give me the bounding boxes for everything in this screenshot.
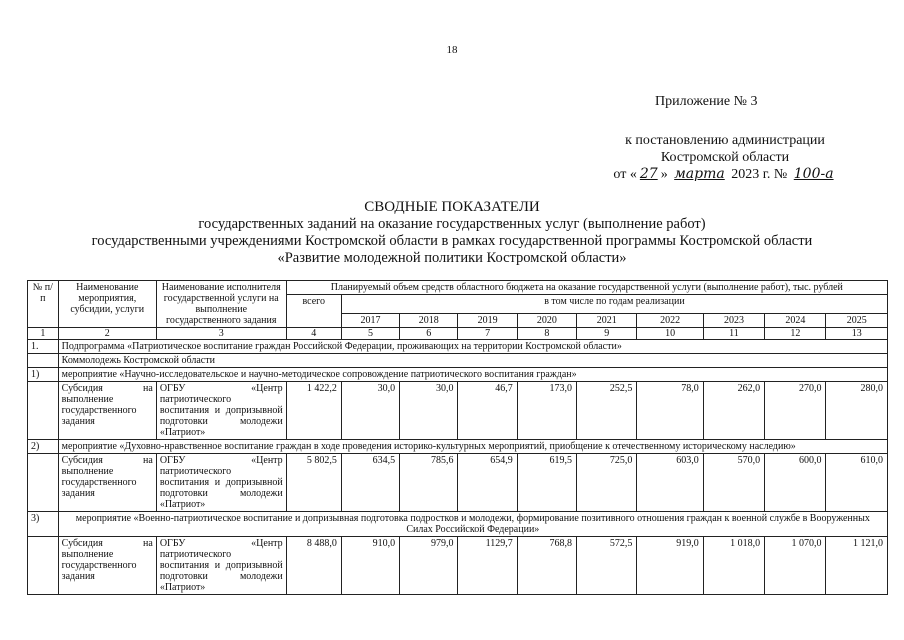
value-cell: 46,7 [458, 382, 517, 440]
title-line-1: СВОДНЫЕ ПОКАЗАТЕЛИ [364, 199, 540, 215]
value-cell: 572,5 [577, 537, 637, 595]
header-executor: Наименование исполнителя государственной услуги на выполнение государственного задания [156, 281, 286, 328]
responsible-row [28, 354, 888, 368]
document-title [40, 199, 864, 267]
event-3-title: мероприятие «Военно-патриотическое воспитание и допризывная подготовка подростков и молодежи, формирование позитивного отношения граждан к военной службе в Вооруженных Силах Российской Федерации» [58, 512, 887, 537]
header-total: всего [286, 295, 341, 328]
header-event: Наименование мероприятия, субсидии, услуги [58, 281, 156, 328]
year-cell: 2017 [341, 314, 399, 328]
appendix-label: Приложение № 3 [655, 94, 758, 109]
executor-label: ОГБУ «Центр патриотического воспитания и допризывной подготовки молодежи «Патриот» [156, 537, 286, 595]
event-1-values-row [28, 382, 888, 440]
event-1-num: 1) [28, 368, 59, 382]
value-cell: 1 422,2 [286, 382, 341, 440]
decree-day: 27 [639, 166, 658, 182]
value-cell: 725,0 [577, 454, 637, 512]
header-planned: Планируемый объем средств областного бюджета на оказание государственной услуги (выполнение работ), тыс. рублей [286, 281, 887, 295]
value-cell: 1 070,0 [765, 537, 826, 595]
title-line-2: государственных заданий на оказание государственных услуг (выполнение работ) [198, 216, 706, 232]
value-cell: 5 802,5 [286, 454, 341, 512]
value-cell: 619,5 [517, 454, 576, 512]
year-cell: 2023 [703, 314, 764, 328]
year-cell: 2024 [765, 314, 826, 328]
decree-reference [590, 132, 860, 183]
empty-cell [28, 537, 59, 595]
year-cell: 2021 [577, 314, 637, 328]
value-cell: 570,0 [703, 454, 764, 512]
value-cell: 1 018,0 [703, 537, 764, 595]
event-3-row [28, 512, 888, 537]
subprogram-num: 1. [28, 340, 59, 354]
event-1-row [28, 368, 888, 382]
value-cell: 78,0 [637, 382, 703, 440]
year-cell: 2022 [637, 314, 703, 328]
subsidy-label: Субсидия на выполнение государственного задания [58, 454, 156, 512]
event-3-num: 3) [28, 512, 59, 537]
decree-number: 100-а [793, 166, 834, 182]
year-cell: 2019 [458, 314, 517, 328]
header-row-1 [28, 281, 888, 295]
decree-month: марта [674, 166, 725, 182]
colnum-cell: 7 [458, 328, 517, 340]
event-2-values-row [28, 454, 888, 512]
value-cell: 8 488,0 [286, 537, 341, 595]
colnum-cell: 11 [703, 328, 764, 340]
event-2-num: 2) [28, 440, 59, 454]
responsible-name: Коммолодежь Костромской области [58, 354, 887, 368]
year-cell: 2020 [517, 314, 576, 328]
colnum-cell: 4 [286, 328, 341, 340]
header-num: № п/п [28, 281, 59, 328]
title-line-3: государственными учреждениями Костромской области в рамках государственной программы Костромской области [91, 233, 813, 249]
value-cell: 30,0 [400, 382, 458, 440]
event-2-row [28, 440, 888, 454]
value-cell: 600,0 [765, 454, 826, 512]
year-cell: 2025 [826, 314, 888, 328]
value-cell: 610,0 [826, 454, 888, 512]
value-cell: 252,5 [577, 382, 637, 440]
event-2-title: мероприятие «Духовно-нравственное воспитание граждан в ходе проведения историко-культурных мероприятий, приобщение к отечественному историческому наследию» [58, 440, 887, 454]
empty-cell [28, 454, 59, 512]
title-line-4: «Развитие молодежной политики Костромской области» [277, 250, 627, 266]
value-cell: 785,6 [400, 454, 458, 512]
value-cell: 768,8 [517, 537, 576, 595]
value-cell: 280,0 [826, 382, 888, 440]
colnum-cell: 2 [58, 328, 156, 340]
value-cell: 1129,7 [458, 537, 517, 595]
colnum-cell: 12 [765, 328, 826, 340]
header-by-year: в том числе по годам реализации [341, 295, 887, 314]
value-cell: 30,0 [341, 382, 399, 440]
value-cell: 262,0 [703, 382, 764, 440]
year-cell: 2018 [400, 314, 458, 328]
colnum-cell: 3 [156, 328, 286, 340]
value-cell: 603,0 [637, 454, 703, 512]
colnum-cell: 9 [577, 328, 637, 340]
subsidy-label: Субсидия на выполнение государственного задания [58, 537, 156, 595]
responsible-empty [28, 354, 59, 368]
decree-line-2: Костромской области [660, 150, 790, 165]
value-cell: 634,5 [341, 454, 399, 512]
event-3-values-row [28, 537, 888, 595]
value-cell: 654,9 [458, 454, 517, 512]
empty-cell [28, 382, 59, 440]
executor-label: ОГБУ «Центр патриотического воспитания и допризывной подготовки молодежи «Патриот» [156, 454, 286, 512]
value-cell: 919,0 [637, 537, 703, 595]
subsidy-label: Субсидия на выполнение государственного задания [58, 382, 156, 440]
decree-year: 2023 г. № [731, 167, 788, 182]
colnum-cell: 13 [826, 328, 888, 340]
column-number-row [28, 328, 888, 340]
executor-label: ОГБУ «Центр патриотического воспитания и допризывной подготовки молодежи «Патриот» [156, 382, 286, 440]
value-cell: 910,0 [341, 537, 399, 595]
page-number: 18 [446, 44, 458, 56]
value-cell: 979,0 [400, 537, 458, 595]
value-cell: 270,0 [765, 382, 826, 440]
colnum-cell: 6 [400, 328, 458, 340]
subprogram-title: Подпрограмма «Патриотическое воспитание граждан Российской Федерации, проживающих на территории Костромской области» [58, 340, 887, 354]
decree-line-3 [590, 166, 860, 183]
colnum-cell: 5 [341, 328, 399, 340]
indicators-table [27, 280, 888, 595]
subprogram-row [28, 340, 888, 354]
decree-from: от « [613, 167, 637, 182]
event-1-title: мероприятие «Научно-исследовательское и научно-методическое сопровождение патриотического воспитания граждан» [58, 368, 887, 382]
colnum-cell: 1 [28, 328, 59, 340]
decree-mid: » [660, 167, 668, 182]
colnum-cell: 8 [517, 328, 576, 340]
value-cell: 173,0 [517, 382, 576, 440]
decree-line-1: к постановлению администрации [625, 133, 825, 148]
value-cell: 1 121,0 [826, 537, 888, 595]
colnum-cell: 10 [637, 328, 703, 340]
